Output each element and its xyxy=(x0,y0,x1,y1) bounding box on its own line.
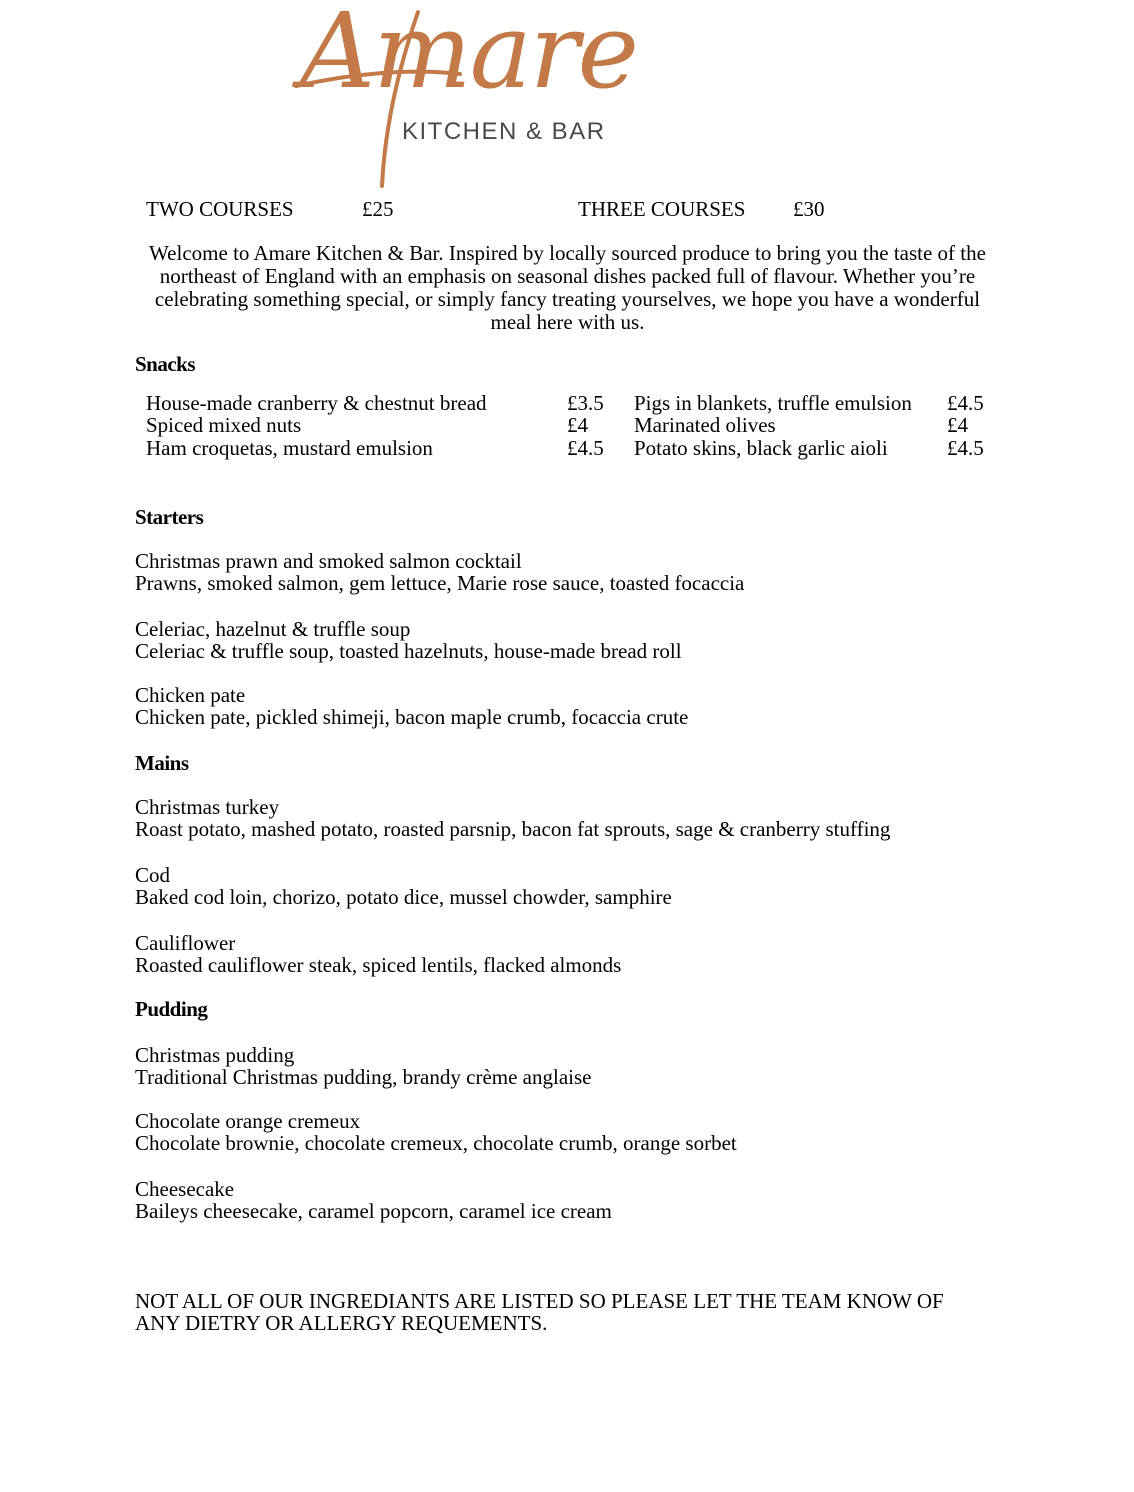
menu-item-name: Chicken pate xyxy=(135,683,246,707)
allergy-notice: NOT ALL OF OUR INGREDIANTS ARE LISTED SO PLEASE LET THE TEAM KNOW OF ANY DIETRY OR ALLERGY REQUEMENTS. xyxy=(135,1289,944,1335)
snack-item-name: Spiced mixed nuts xyxy=(146,413,302,437)
menu-item-name: Cauliflower xyxy=(135,931,236,955)
snack-item-name: Marinated olives xyxy=(634,413,776,437)
menu-item xyxy=(135,1178,612,1222)
menu-item-description: Baked cod loin, chorizo, potato dice, mussel chowder, samphire xyxy=(135,885,672,909)
menu-item-description: Baileys cheesecake, caramel popcorn, caramel ice cream xyxy=(135,1199,612,1223)
menu-item xyxy=(135,864,672,908)
snack-item-name: Pigs in blankets, truffle emulsion xyxy=(634,391,912,415)
menu-item-name: Cheesecake xyxy=(135,1177,235,1201)
three-courses-label: THREE COURSES xyxy=(578,197,746,221)
menu-item-description: Roast potato, mashed potato, roasted parsnip, bacon fat sprouts, sage & cranberry stuffing xyxy=(135,817,891,841)
menu-item xyxy=(135,796,890,840)
mains-heading: Mains xyxy=(135,751,189,775)
amare-logo xyxy=(290,0,640,190)
two-courses-label: TWO COURSES xyxy=(146,197,294,221)
menu-item-description: Celeriac & truffle soup, toasted hazelnuts, house-made bread roll xyxy=(135,639,682,663)
snack-item-price: £3.5 xyxy=(567,391,604,415)
menu-item-description: Traditional Christmas pudding, brandy crème anglaise xyxy=(135,1065,592,1089)
logo-wordmark: Amare xyxy=(300,0,637,112)
snack-item-price: £4 xyxy=(947,413,968,437)
menu-item-description: Prawns, smoked salmon, gem lettuce, Marie rose sauce, toasted focaccia xyxy=(135,571,745,595)
menu-item xyxy=(135,1044,591,1088)
snack-item-price: £4.5 xyxy=(947,436,984,460)
snack-item-name: House-made cranberry & chestnut bread xyxy=(146,391,487,415)
menu-item xyxy=(135,1110,737,1154)
two-courses-price: £25 xyxy=(362,197,394,221)
snack-item-name: Ham croquetas, mustard emulsion xyxy=(146,436,433,460)
pudding-heading: Pudding xyxy=(135,997,208,1021)
menu-item xyxy=(135,684,688,728)
menu-item-name: Christmas prawn and smoked salmon cocktail xyxy=(135,549,522,573)
menu-item-description: Chicken pate, pickled shimeji, bacon maple crumb, focaccia crute xyxy=(135,705,689,729)
menu-item-name: Chocolate orange cremeux xyxy=(135,1109,361,1133)
three-courses-price: £30 xyxy=(793,197,825,221)
menu-item-name: Christmas turkey xyxy=(135,795,280,819)
menu-item-name: Celeriac, hazelnut & truffle soup xyxy=(135,617,411,641)
snack-item-price: £4.5 xyxy=(567,436,604,460)
snacks-heading: Snacks xyxy=(135,352,196,376)
menu-item-description: Roasted cauliflower steak, spiced lentils, flacked almonds xyxy=(135,953,622,977)
starters-heading: Starters xyxy=(135,505,204,529)
menu-item-name: Christmas pudding xyxy=(135,1043,295,1067)
intro-paragraph: Welcome to Amare Kitchen & Bar. Inspired by locally sourced produce to bring you the taste of the northeast of England with an emphasis on seasonal dishes packed full of flavour. Whether you’re celebrating something special, or simply fancy treating yourselves, we hope you have a wonderful meal here with us. xyxy=(149,241,986,334)
menu-item xyxy=(135,550,744,594)
snack-item-price: £4.5 xyxy=(947,391,984,415)
menu-item xyxy=(135,618,682,662)
logo-subtitle: KITCHEN & BAR xyxy=(402,118,606,145)
snack-item-name: Potato skins, black garlic aioli xyxy=(634,436,888,460)
menu-item-name: Cod xyxy=(135,863,171,887)
snack-item-price: £4 xyxy=(567,413,588,437)
menu-item xyxy=(135,932,621,976)
menu-item-description: Chocolate brownie, chocolate cremeux, chocolate crumb, orange sorbet xyxy=(135,1131,737,1155)
